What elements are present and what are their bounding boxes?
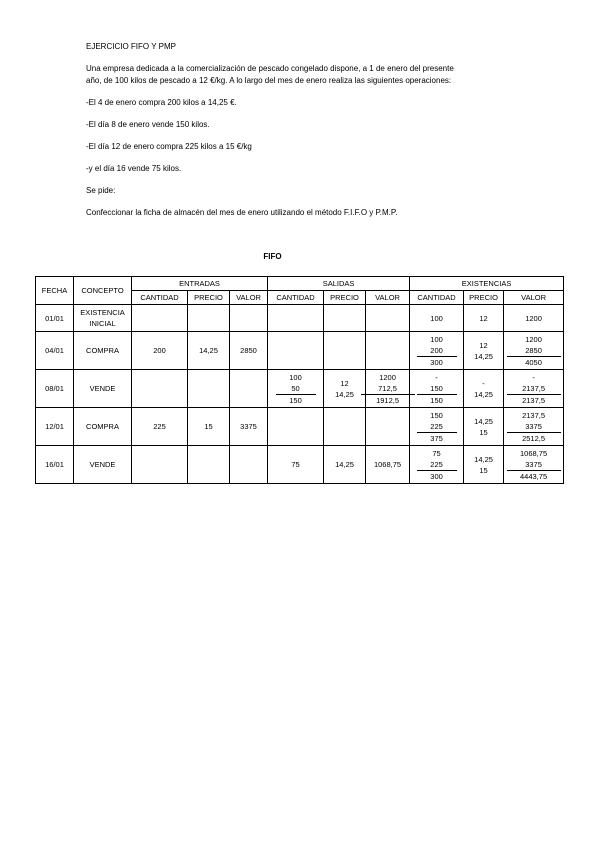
cell-line: 100	[430, 334, 443, 344]
cell-salidas-precio	[324, 408, 366, 446]
cell-line: 15	[479, 465, 488, 475]
cell-concepto: VENDE	[74, 446, 132, 484]
header-ent-valor: VALOR	[230, 291, 268, 305]
cell-line: 3375	[525, 421, 542, 431]
table-row	[36, 332, 564, 370]
table-row	[36, 370, 564, 408]
cell-line: 1068,75	[520, 448, 548, 458]
cell-line: -	[482, 378, 485, 388]
cell-fecha: 01/01	[36, 305, 74, 332]
cell-line: 14,25	[474, 351, 493, 361]
cell-line: 225	[430, 459, 443, 469]
header-exi-precio: PRECIO	[464, 291, 504, 305]
cell-total: 375	[417, 432, 457, 444]
cell-line: 14,25	[335, 389, 354, 399]
cell-salidas-cantidad	[268, 408, 324, 446]
cell-line: -	[532, 372, 535, 382]
cell-line: 150	[430, 383, 443, 393]
cell-entradas-precio	[188, 305, 230, 332]
se-pide: Se pide:	[86, 186, 116, 195]
exercise-title: EJERCICIO FIFO Y PMP	[86, 42, 176, 51]
cell-salidas-cantidad	[268, 305, 324, 332]
cell-salidas-cantidad	[268, 370, 324, 408]
cell-line: 2137,5	[522, 383, 546, 393]
cell-line: 1068,75	[373, 460, 402, 469]
cell-existencias-valor	[504, 446, 564, 484]
cell-salidas-valor	[366, 370, 410, 408]
operation-1: -El 4 de enero compra 200 kilos a 14,25 €.	[86, 98, 237, 107]
header-sal-cantidad: CANTIDAD	[268, 291, 324, 305]
cell-existencias-cantidad	[410, 370, 464, 408]
cell-entradas-cantidad: 200	[132, 332, 188, 370]
cell-concepto: COMPRA	[74, 408, 132, 446]
cell-line: 75	[432, 448, 441, 458]
cell-existencias-precio	[464, 332, 504, 370]
header-entradas: ENTRADAS	[132, 277, 268, 291]
cell-salidas-valor	[366, 305, 410, 332]
cell-entradas-precio: 14,25	[188, 332, 230, 370]
cell-total: 2512,5	[507, 432, 561, 444]
cell-concepto: VENDE	[74, 370, 132, 408]
cell-existencias-precio	[464, 370, 504, 408]
cell-total: 4443,75	[507, 470, 561, 482]
cell-total: 150	[417, 394, 457, 406]
cell-line: 150	[430, 410, 443, 420]
header-exi-cantidad: CANTIDAD	[410, 291, 464, 305]
cell-concepto: COMPRA	[74, 332, 132, 370]
intro-line-2: año, de 100 kilos de pescado a 12 €/kg. A lo largo del mes de enero realiza las siguientes operaciones:	[86, 76, 452, 85]
cell-salidas-valor	[366, 332, 410, 370]
cell-existencias-cantidad	[410, 305, 464, 332]
cell-line: 100	[430, 313, 443, 323]
table-row	[36, 446, 564, 484]
cell-salidas-cantidad	[268, 332, 324, 370]
header-ent-cantidad: CANTIDAD	[132, 291, 188, 305]
cell-existencias-cantidad	[410, 332, 464, 370]
cell-line: 14,25	[335, 460, 354, 469]
cell-line: 14,25	[474, 454, 493, 464]
table-row	[36, 305, 564, 332]
cell-total: 4050	[507, 356, 561, 368]
cell-total: 150	[276, 394, 316, 406]
header-ent-precio: PRECIO	[188, 291, 230, 305]
cell-entradas-valor	[230, 305, 268, 332]
task-text: Confeccionar la ficha de almacén del mes de enero utilizando el método F.I.F.O y P.M.P.	[86, 208, 398, 217]
cell-entradas-valor: 2850	[230, 332, 268, 370]
table-row	[36, 408, 564, 446]
cell-entradas-valor: 3375	[230, 408, 268, 446]
cell-fecha: 12/01	[36, 408, 74, 446]
operation-2: -El día 8 de enero vende 150 kilos.	[86, 120, 210, 129]
cell-existencias-precio	[464, 446, 504, 484]
cell-entradas-cantidad	[132, 446, 188, 484]
cell-entradas-precio	[188, 446, 230, 484]
cell-line: 2850	[525, 345, 542, 355]
cell-fecha: 08/01	[36, 370, 74, 408]
cell-line: -	[435, 372, 438, 382]
cell-entradas-cantidad: 225	[132, 408, 188, 446]
cell-concepto: EXISTENCIA INICIAL	[74, 305, 132, 332]
header-concepto: CONCEPTO	[74, 277, 132, 305]
cell-fecha: 16/01	[36, 446, 74, 484]
header-salidas: SALIDAS	[268, 277, 410, 291]
fifo-table-body	[36, 305, 564, 484]
cell-total: 2137,5	[507, 394, 561, 406]
operation-3: -El día 12 de enero compra 225 kilos a 15 €/kg	[86, 142, 252, 151]
header-fecha: FECHA	[36, 277, 74, 305]
cell-line: 1200	[379, 372, 396, 382]
cell-existencias-precio	[464, 408, 504, 446]
cell-line: 100	[289, 372, 302, 382]
cell-line: 14,25	[474, 416, 493, 426]
cell-entradas-precio	[188, 370, 230, 408]
cell-line: 12	[340, 378, 349, 388]
cell-existencias-valor	[504, 332, 564, 370]
cell-line: 200	[430, 345, 443, 355]
cell-line: 1200	[525, 313, 542, 323]
cell-entradas-cantidad	[132, 370, 188, 408]
cell-existencias-valor	[504, 370, 564, 408]
header-existencias: EXISTENCIAS	[410, 277, 564, 291]
cell-entradas-cantidad	[132, 305, 188, 332]
header-exi-valor: VALOR	[504, 291, 564, 305]
header-sal-valor: VALOR	[366, 291, 410, 305]
cell-existencias-valor	[504, 408, 564, 446]
cell-salidas-precio	[324, 332, 366, 370]
cell-entradas-precio: 15	[188, 408, 230, 446]
cell-entradas-valor	[230, 370, 268, 408]
cell-line: 2137,5	[522, 410, 546, 420]
section-title: FIFO	[263, 252, 282, 261]
intro-line-1: Una empresa dedicada a la comercialización de pescado congelado dispone, a 1 de enero del presente	[86, 64, 454, 73]
cell-salidas-precio	[324, 305, 366, 332]
cell-line: 14,25	[474, 389, 493, 399]
cell-salidas-valor	[366, 408, 410, 446]
cell-salidas-precio	[324, 370, 366, 408]
operation-4: -y el día 16 vende 75 kilos.	[86, 164, 182, 173]
cell-existencias-precio	[464, 305, 504, 332]
cell-existencias-valor	[504, 305, 564, 332]
cell-line: 225	[430, 421, 443, 431]
cell-line: 50	[291, 383, 300, 393]
cell-line: 3375	[525, 459, 542, 469]
cell-line: 712,5	[378, 383, 397, 393]
cell-total: 300	[417, 470, 457, 482]
cell-salidas-cantidad	[268, 446, 324, 484]
cell-entradas-valor	[230, 446, 268, 484]
cell-salidas-valor	[366, 446, 410, 484]
cell-line: 1200	[525, 334, 542, 344]
cell-existencias-cantidad	[410, 446, 464, 484]
fifo-table	[35, 276, 564, 484]
cell-line: 12	[479, 340, 488, 350]
cell-line: 15	[479, 427, 488, 437]
cell-total: 300	[417, 356, 457, 368]
cell-line: 75	[291, 460, 300, 469]
cell-existencias-cantidad	[410, 408, 464, 446]
cell-salidas-precio	[324, 446, 366, 484]
header-sal-precio: PRECIO	[324, 291, 366, 305]
cell-total: 1912,5	[361, 394, 415, 406]
cell-fecha: 04/01	[36, 332, 74, 370]
cell-line: 12	[479, 313, 488, 323]
